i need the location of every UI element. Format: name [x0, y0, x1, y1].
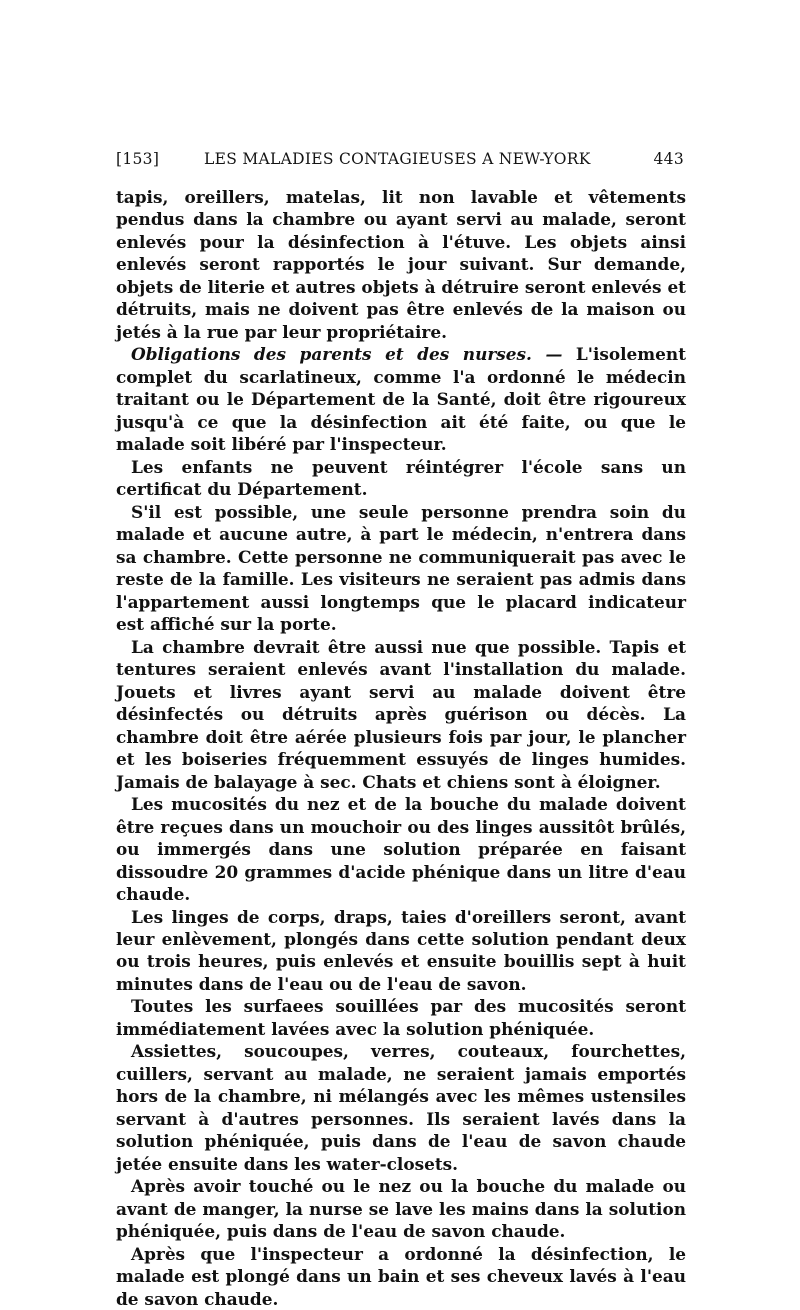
paragraph: Après que l'inspecteur a ordonné la désinfection, le malade est plongé dans un bain et ses cheveux lavés à l'eau de savon chaude. — [116, 1243, 686, 1309]
paragraph — [116, 343, 686, 455]
paragraph: Les linges de corps, draps, taies d'oreillers seront, avant leur enlèvement, plongés dans cette solution pendant deux ou trois heures, puis enlevés et ensuite bouillis sept à huit minutes dans de l'eau ou de l'eau de savon. — [116, 906, 686, 994]
running-title: LES MALADIES CONTAGIEUSES A NEW-YORK — [204, 150, 591, 168]
paragraph: Les mucosités du nez et de la bouche du malade doivent être reçues dans un mouchoir ou des linges aussitôt brûlés, ou immergés dans une solution préparée en faisant dissoudre 20 grammes d'acide phénique dans un litre d'eau chaude. — [116, 794, 686, 905]
paragraph: S'il est possible, une seule personne prendra soin du malade et aucune autre, à part le médecin, n'entrera dans sa chambre. Cette personne ne communiquerait pas avec le reste de la famille. Les visiteurs ne seraient pas admis dans l'appartement aussi longtemps que le placard indicateur est affiché sur la porte. — [116, 501, 686, 635]
running-header — [116, 150, 684, 172]
paragraph: La chambre devrait être aussi nue que possible. Tapis et tentures seraient enlevés avant l'installation du malade. Jouets et livres ayant servi au malade doivent être désinfectés ou détruits après guérison ou décès. La chambre doit être aérée plusieurs fois par jour, le plancher et les boiseries fréquemment essuyés de linges humides. Jamais de balayage à sec. Chats et chiens sont à éloigner. — [116, 636, 686, 792]
paragraph: Assiettes, soucoupes, verres, couteaux, fourchettes, cuillers, servant au malade, ne seraient jamais emportés hors de la chambre, ni mélangés avec les mêmes ustensiles servant à d'autres personnes. Ils seraient lavés dans la solution phéniquée, puis dans de l'eau de savon chaude jetée ensuite dans les water-closets. — [116, 1041, 686, 1174]
paragraph: Les enfants ne peuvent réintégrer l'école sans un certificat du Département. — [116, 456, 686, 500]
folio-number: [153] — [116, 150, 160, 168]
paragraph: tapis, oreillers, matelas, lit non lavable et vêtements pendus dans la chambre ou ayant servi au malade, seront enlevés pour la désinfection à l'étuve. Les objets ainsi enlevés seront rapportés le jour suivant. Sur demande, objets de literie et autres objets à détruire seront enlevés et détruits, mais ne doivent pas être enlevés de la maison ou jetés à la rue par leur propriétaire. — [116, 187, 686, 342]
paragraph: Toutes les surfaees souillées par des mucosités seront immédiatement lavées avec la solution phéniquée. — [116, 996, 686, 1039]
page-number: 443 — [653, 150, 684, 168]
paragraph: Après avoir touché ou le nez ou la bouche du malade ou avant de manger, la nurse se lave les mains dans la solution phéniquée, puis dans de l'eau de savon chaude. — [116, 1176, 686, 1242]
section-heading: Obligations des parents et des nurses. — — [131, 344, 563, 365]
paragraph-text: L'isolement complet du scarlatineux, comme l'a ordonné le médecin traitant ou le Département de la Santé, doit être rigoureux jusqu'à ce que la désinfection ait été faite, ou que le malade soit libéré par l'inspecteur. — [116, 344, 686, 455]
body-text — [116, 186, 686, 1310]
